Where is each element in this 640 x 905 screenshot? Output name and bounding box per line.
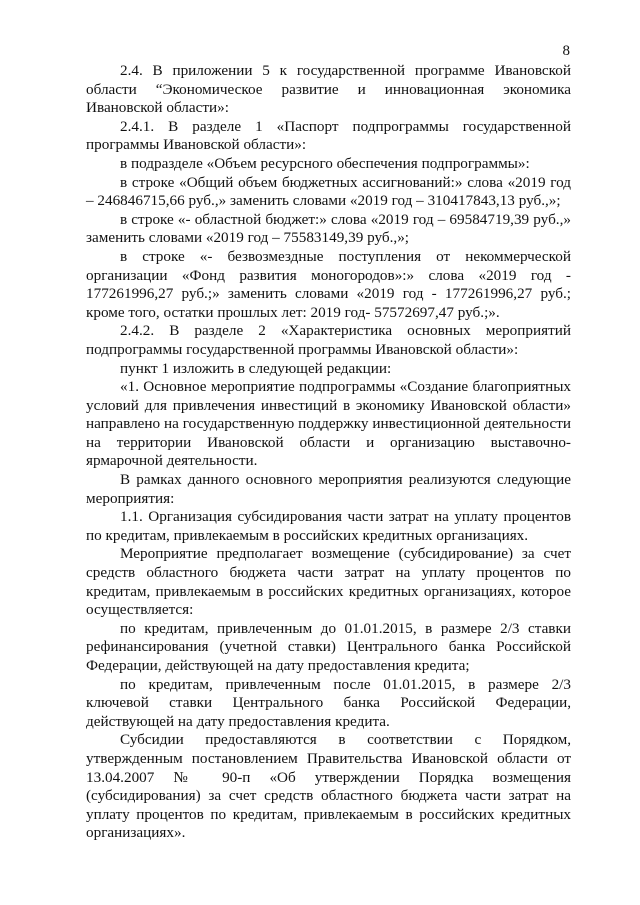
paragraph-1-1: 1.1. Организация субсидирования части затрат на уплату процентов по кредитам, привлекаемым в российских кредитных организациях.: [86, 508, 571, 544]
page-number: 8: [562, 43, 570, 59]
paragraph-main-activity: «1. Основное мероприятие подпрограммы «Создание благоприятных условий для привлечения инвестиций в экономику Ивановской области» направлено на государственную поддержку инвестиционной деятельности на территории Ивановской области и организацию выставочно-ярмарочной деятельности.: [86, 378, 571, 470]
paragraph-2-4: 2.4. В приложении 5 к государственной программе Ивановской области “Экономическое развитие и инновационная экономика Ивановской области»:: [86, 62, 571, 117]
paragraph-credits-before-2015: по кредитам, привлеченным до 01.01.2015, в размере 2/3 ставки рефинансирования (учетной ставки) Центрального банка Российской Федерации, действующей на дату предоставления кредита;: [86, 619, 571, 674]
paragraph-subsection-resources: в подразделе «Объем ресурсного обеспечения подпрограммы»:: [120, 154, 530, 172]
paragraph-credits-after-2015: по кредитам, привлеченным после 01.01.2015, в размере 2/3 ключевой ставки Центрального банка Российской Федерации, действующей на дату предоставления кредита.: [86, 675, 571, 730]
document-body: [86, 62, 571, 843]
paragraph-activities-intro: В рамках данного основного мероприятия реализуются следующие мероприятия:: [86, 471, 571, 507]
paragraph-2-4-1: 2.4.1. В разделе 1 «Паспорт подпрограммы государственной программы Ивановской области»:: [86, 117, 571, 154]
paragraph-free-receipts: в строке «- безвозмездные поступления от некоммерческой организации «Фонд развития моногородов»:» слова «2019 год - 177261996,27 руб.;» заменить словами «2019 год - 177261996,27 руб.; кроме того, остатки прошлых лет: 2019 год- 57572697,47 руб.;».: [86, 247, 571, 321]
paragraph-compensation: Мероприятие предполагает возмещение (субсидирование) за счет средств областного бюджета части затрат на уплату процентов по кредитам, привлекаемым в российских кредитных организациях, которое осуществляется:: [86, 545, 571, 619]
paragraph-subsidies-procedure: Субсидии предоставляются в соответствии с Порядком, утвержденным постановлением Правительства Ивановской области от 13.04.2007 № 90-п «Об утверждении Порядка возмещения (субсидирования) за счет средств областного бюджета части затрат на уплату процентов по кредитам, привлекаемым в российских кредитных организациях».: [86, 731, 571, 842]
paragraph-point-1-instruction: пункт 1 изложить в следующей редакции:: [120, 359, 392, 377]
paragraph-total-budget: в строке «Общий объем бюджетных ассигнований:» слова «2019 год – 246846715,66 руб.,» заменить словами «2019 год – 310417843,13 руб.,»;: [86, 173, 571, 210]
paragraph-regional-budget: в строке «- областной бюджет:» слова «2019 год – 69584719,39 руб.,» заменить словами «2019 год – 75583149,39 руб.,»;: [86, 210, 571, 247]
paragraph-2-4-2: 2.4.2. В разделе 2 «Характеристика основных мероприятий подпрограммы государственной программы Ивановской области»:: [86, 322, 571, 358]
